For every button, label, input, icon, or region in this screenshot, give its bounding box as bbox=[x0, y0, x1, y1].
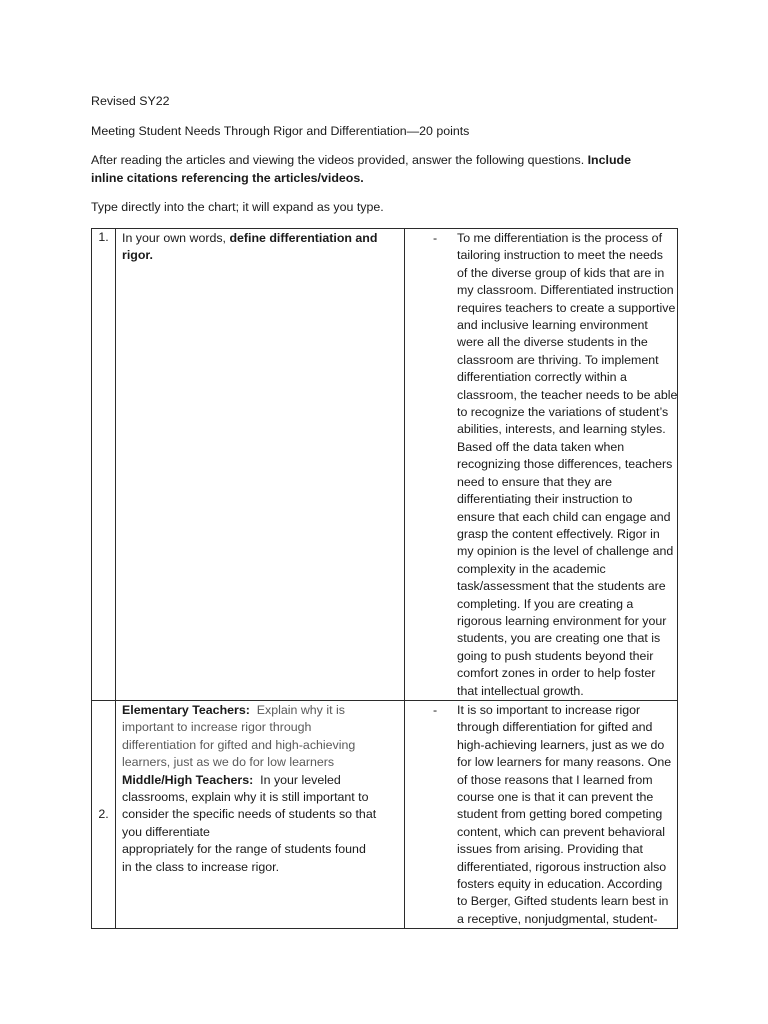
answer-line: issues from arising. Providing that bbox=[457, 842, 643, 857]
question-cell bbox=[116, 700, 405, 928]
answer-line: high-achieving learners, just as we do bbox=[457, 737, 665, 752]
answer-text[interactable] bbox=[457, 701, 673, 928]
answer-line: to Berger, Gifted students learn best in bbox=[457, 894, 669, 909]
question-line: important to increase rigor through bbox=[122, 720, 312, 735]
answer-line: Based off the data taken when bbox=[457, 439, 625, 454]
answer-cell[interactable] bbox=[405, 229, 678, 701]
answer-line: It is so important to increase rigor bbox=[457, 702, 641, 717]
question-bold-text: rigor. bbox=[122, 248, 153, 263]
question-line: consider the specific needs of students so that bbox=[122, 807, 377, 822]
question-number: 2. bbox=[92, 700, 116, 928]
answer-line: of those reasons that I learned from bbox=[457, 772, 653, 787]
answer-line: classroom, the teacher needs to be able bbox=[457, 387, 678, 402]
question-line: you differentiate bbox=[122, 824, 210, 839]
question-chart bbox=[91, 228, 678, 929]
revised-label: Revised SY22 bbox=[91, 94, 170, 108]
answer-line: rigorous learning environment for your bbox=[457, 613, 667, 628]
answer-line: course one is that it can prevent the bbox=[457, 790, 654, 804]
question-line: differentiation for gifted and high-achieving bbox=[122, 737, 356, 752]
answer-line: grasp the content effectively. Rigor in bbox=[457, 526, 660, 541]
answer-line: that intellectual growth. bbox=[457, 683, 584, 698]
question-bold-text: define differentiation and bbox=[229, 231, 378, 245]
question-number: 1. bbox=[92, 229, 116, 701]
answer-cell[interactable] bbox=[405, 700, 678, 928]
answer-line: differentiation correctly within a bbox=[457, 370, 627, 385]
question-text: Explain why it is bbox=[249, 702, 345, 717]
answer-line: classroom are thriving. To implement bbox=[457, 352, 659, 367]
answer-line: content, which can prevent behavioral bbox=[457, 824, 666, 839]
elementary-label: Elementary Teachers: bbox=[122, 702, 250, 717]
answer-line: of the diverse group of kids that are in bbox=[457, 265, 665, 280]
instructions-text: After reading the articles and viewing the videos provided, answer the following questions. bbox=[91, 153, 588, 167]
answer-line: a receptive, nonjudgmental, student- bbox=[457, 911, 658, 926]
answer-line: through differentiation for gifted and bbox=[457, 720, 653, 735]
question-text: In your leveled bbox=[253, 772, 341, 787]
instructions-bold-start: Include bbox=[587, 153, 631, 167]
answer-line: tailoring instruction to meet the needs bbox=[457, 248, 663, 263]
answer-line: differentiating their instruction to bbox=[457, 492, 633, 507]
answer-line: my classroom. Differentiated instruction bbox=[457, 283, 674, 298]
question-line bbox=[122, 230, 398, 247]
table-row bbox=[92, 700, 678, 928]
question-line: classrooms, explain why it is still important to bbox=[122, 790, 369, 804]
answer-line: for low learners for many reasons. One bbox=[457, 755, 672, 770]
answer-text[interactable] bbox=[457, 229, 678, 700]
answer-line: differentiated, rigorous instruction also bbox=[457, 859, 667, 874]
answer-line: abilities, interests, and learning styles. bbox=[457, 422, 666, 437]
answer-line: ensure that each child can engage and bbox=[457, 509, 671, 524]
document-title: Meeting Student Needs Through Rigor and Differentiation—20 points bbox=[91, 124, 470, 138]
answer-line: were all the diverse students in the bbox=[457, 335, 648, 350]
middle-high-label: Middle/High Teachers: bbox=[122, 772, 254, 787]
question-cell bbox=[116, 229, 405, 701]
question-line: appropriately for the range of students found bbox=[122, 842, 366, 857]
answer-line: students, you are creating one that is bbox=[457, 631, 661, 646]
answer-line: my opinion is the level of challenge and bbox=[457, 544, 674, 559]
question-line bbox=[122, 702, 398, 719]
table-row bbox=[92, 229, 678, 701]
bullet-dash: - bbox=[433, 231, 438, 245]
answer-line: need to ensure that they are bbox=[457, 474, 612, 489]
answer-line: student from getting bored competing bbox=[457, 807, 663, 822]
answer-line: to recognize the variations of student’s bbox=[457, 405, 669, 420]
bullet-dash: - bbox=[433, 702, 438, 717]
instructions-line-2: inline citations referencing the articles/videos. bbox=[91, 171, 364, 185]
answer-line: comfort zones in order to help foster bbox=[457, 666, 656, 681]
question-plain-text: In your own words, bbox=[122, 231, 230, 245]
answer-line: going to push students beyond their bbox=[457, 648, 654, 663]
question-line: in the class to increase rigor. bbox=[122, 859, 280, 874]
question-line bbox=[122, 772, 398, 789]
answer-line: To me differentiation is the process of bbox=[457, 231, 663, 245]
answer-line: fosters equity in education. According bbox=[457, 877, 663, 892]
answer-line: completing. If you are creating a bbox=[457, 596, 634, 611]
answer-line: complexity in the academic bbox=[457, 561, 606, 576]
answer-line: task/assessment that the students are bbox=[457, 579, 666, 594]
instructions-line-1 bbox=[91, 152, 631, 169]
question-line: learners, just as we do for low learners bbox=[122, 755, 335, 770]
answer-line: recognizing those differences, teachers bbox=[457, 457, 673, 472]
answer-line: and inclusive learning environment bbox=[457, 318, 648, 333]
answer-line: requires teachers to create a supportive bbox=[457, 300, 676, 315]
chart-note: Type directly into the chart; it will expand as you type. bbox=[91, 200, 384, 214]
